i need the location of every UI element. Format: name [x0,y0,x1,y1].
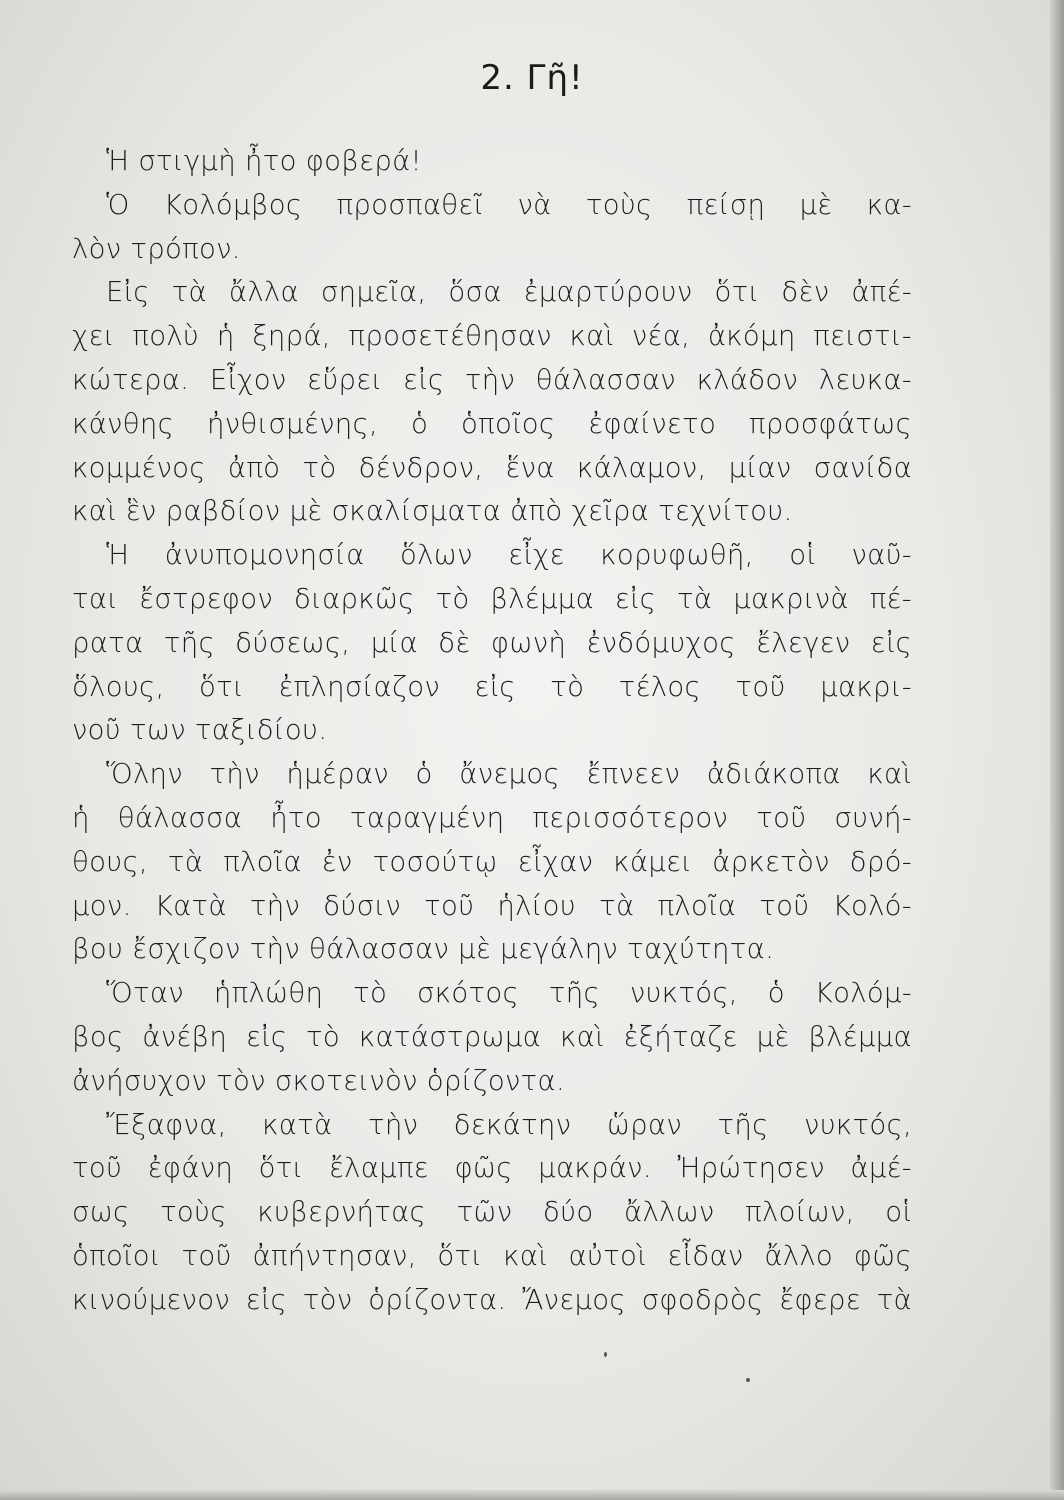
text-line: τοῦ ἐφάνη ὅτι ἔλαμπε φῶς μακράν. Ἠρώτησεν ἀμέ- [72,1152,912,1185]
text-line: ται ἔστρεφον διαρκῶς τὸ βλέμμα εἰς τὰ μακρινὰ πέ- [72,582,912,615]
print-speck [604,1352,607,1357]
page-edge-shadow [1050,0,1064,1500]
text-line: σως τοὺς κυβερνήτας τῶν δύο ἄλλων πλοίων, οἱ [72,1196,912,1229]
text-line: κινούμενον εἰς τὸν ὁρίζοντα. Ἄνεμος σφοδρὸς ἔφερε τὰ [72,1283,912,1316]
text-line: Ὅλην τὴν ἡμέραν ὁ ἄνεμος ἔπνεεν ἀδιάκοπα καὶ [106,758,912,791]
text-line: βος ἀνέβη εἰς τὸ κατάστρωμα καὶ ἐξήταζε μὲ βλέμμα [72,1020,912,1053]
text-line: νοῦ των ταξιδίου. [72,714,328,747]
text-line: ἡ θάλασσα ἦτο ταραγμένη περισσότερον τοῦ συνή- [72,801,912,834]
page-edge-shadow-bottom [0,1490,1064,1500]
text-line: Ὅταν ἡπλώθη τὸ σκότος τῆς νυκτός, ὁ Κολόμ- [106,977,912,1010]
text-line: χει πολὺ ἡ ξηρά, προσετέθησαν καὶ νέα, ἀκόμη πειστι- [72,320,912,353]
text-line: Ἡ ἀνυπομονησία ὅλων εἶχε κορυφωθῆ, οἱ ναῦ- [106,539,912,572]
text-line: θους, τὰ πλοῖα ἐν τοσούτῳ εἶχαν κάμει ἀρκετὸν δρό- [72,845,912,878]
text-line: ἀνήσυχον τὸν σκοτεινὸν ὁρίζοντα. [72,1064,565,1097]
body-text [72,140,912,1323]
text-line: καὶ ἓν ραβδίον μὲ σκαλίσματα ἀπὸ χεῖρα τεχνίτου. [72,495,793,528]
text-line: Ἡ στιγμὴ ἦτο φοβερά! [106,145,422,177]
text-line: κώτερα. Εἶχον εὕρει εἰς τὴν θάλασσαν κλάδον λευκα- [72,363,912,396]
text-line: μον. Κατὰ τὴν δύσιν τοῦ ἡλίου τὰ πλοῖα τοῦ Κολό- [72,889,912,922]
text-line: βου ἔσχιζον τὴν θάλασσαν μὲ μεγάλην ταχύτητα. [72,933,775,966]
text-line: Ὁ Κολόμβος προσπαθεῖ νὰ τοὺς πείσῃ μὲ κα- [106,188,912,221]
text-line: κομμένος ἀπὸ τὸ δένδρον, ἕνα κάλαμον, μίαν σανίδα [72,451,912,484]
text-line: Εἰς τὰ ἄλλα σημεῖα, ὅσα ἐμαρτύρουν ὅτι δὲν ἀπέ- [106,276,912,309]
chapter-heading: 2. Γῆ! [480,58,584,98]
text-line: λὸν τρόπον. [72,232,241,265]
print-speck [746,1378,750,1382]
text-line: ὁποῖοι τοῦ ἀπήντησαν, ὅτι καὶ αὐτοὶ εἶδαν ἄλλο φῶς [72,1239,912,1272]
text-line: ὅλους, ὅτι ἐπλησίαζον εἰς τὸ τέλος τοῦ μακρι- [72,670,912,703]
text-line: Ἔξαφνα, κατὰ τὴν δεκάτην ὥραν τῆς νυκτός, [106,1108,912,1141]
text-line: κάνθης ἠνθισμένης, ὁ ὁποῖος ἐφαίνετο προσφάτως [72,407,912,440]
text-line: ρατα τῆς δύσεως, μία δὲ φωνὴ ἐνδόμυχος ἔλεγεν εἰς [72,626,912,659]
